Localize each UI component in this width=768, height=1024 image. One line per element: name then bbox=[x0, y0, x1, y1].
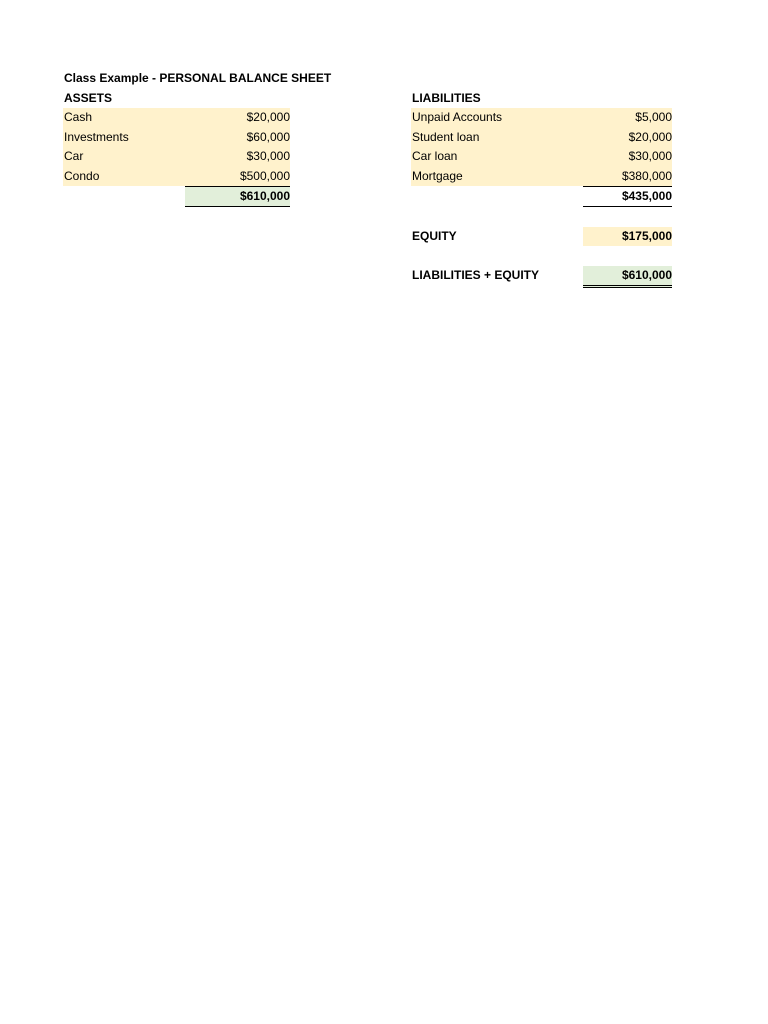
equity-label: EQUITY bbox=[412, 229, 457, 243]
liability-label-car-loan: Car loan bbox=[412, 149, 458, 163]
liability-value-unpaid-accounts: $5,000 bbox=[635, 110, 672, 124]
liabilities-total: $435,000 bbox=[583, 186, 672, 207]
sheet-title: Class Example - PERSONAL BALANCE SHEET bbox=[64, 71, 332, 85]
liability-label-student-loan: Student loan bbox=[412, 130, 480, 144]
liability-value-car-loan: $30,000 bbox=[628, 149, 672, 163]
asset-value-condo: $500,000 bbox=[239, 169, 290, 183]
liability-value-mortgage: $380,000 bbox=[621, 169, 672, 183]
asset-value-investments: $60,000 bbox=[246, 130, 290, 144]
asset-label-condo: Condo bbox=[64, 169, 100, 183]
asset-value-cash: $20,000 bbox=[246, 110, 290, 124]
equity-value: $175,000 bbox=[583, 227, 672, 246]
liabilities-heading: LIABILITIES bbox=[412, 91, 481, 105]
liability-value-student-loan: $20,000 bbox=[628, 130, 672, 144]
liability-label-unpaid-accounts: Unpaid Accounts bbox=[412, 110, 503, 124]
liabilities-plus-equity-label: LIABILITIES + EQUITY bbox=[412, 268, 540, 282]
assets-heading: ASSETS bbox=[64, 91, 113, 105]
asset-label-car: Car bbox=[64, 149, 84, 163]
asset-label-cash: Cash bbox=[64, 110, 93, 124]
assets-total: $610,000 bbox=[185, 186, 290, 207]
liabilities-plus-equity-value: $610,000 bbox=[583, 266, 672, 288]
asset-label-investments: Investments bbox=[64, 130, 129, 144]
liability-label-mortgage: Mortgage bbox=[412, 169, 463, 183]
asset-value-car: $30,000 bbox=[246, 149, 290, 163]
